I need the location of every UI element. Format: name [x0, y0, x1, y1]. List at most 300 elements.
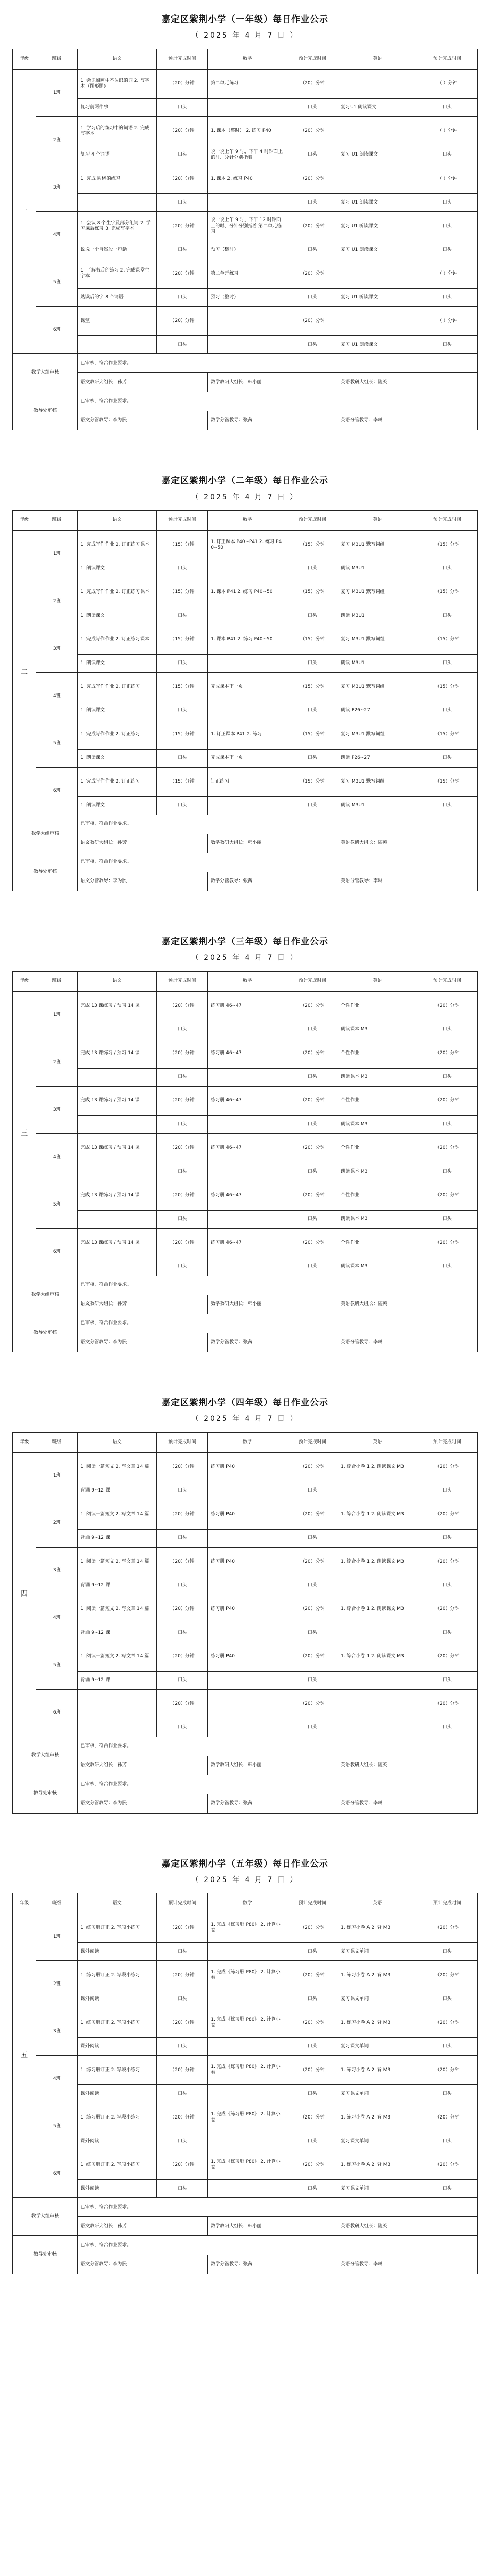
math-time: （20）分钟 [287, 1595, 338, 1624]
chinese-homework [78, 1115, 157, 1133]
table-row [13, 1500, 478, 1529]
math-homework: 练习册 46~47 [208, 1181, 287, 1210]
chinese-homework: 1. 练习册订正 2. 写段小练习 [78, 2103, 157, 2132]
column-header: 预计完成时间 [156, 1893, 207, 1913]
chinese-time: （15）分钟 [156, 578, 207, 607]
table-row [13, 655, 478, 673]
math-homework [208, 1943, 287, 1961]
math-homework [208, 2038, 287, 2056]
office-signer: 数学分管教导：张茜 [208, 2255, 338, 2274]
english-homework: 复习 U1 朗读课文 [338, 146, 417, 164]
english-homework: 朗读 M3U1 [338, 560, 417, 578]
english-time: （15）分钟 [417, 578, 477, 607]
table-row [13, 1068, 478, 1086]
english-time: （20）分钟 [417, 1228, 477, 1258]
review-signers-row [13, 2217, 478, 2236]
english-homework [338, 164, 417, 194]
section-gap [12, 430, 478, 461]
math-homework [208, 702, 287, 720]
chinese-time: 口头 [156, 1943, 207, 1961]
english-homework [338, 116, 417, 146]
sheet-title: 嘉定区紫荆小学（一年级）每日作业公示 [162, 14, 328, 25]
office-signer: 英语分管教导：李琳 [338, 1794, 478, 1813]
chinese-time: （20）分钟 [156, 1961, 207, 1990]
homework-table [12, 510, 478, 891]
class-cell: 3班 [36, 1086, 78, 1133]
math-time: 口头 [287, 1990, 338, 2008]
column-header: 预计完成时间 [417, 511, 477, 531]
english-time: 口头 [417, 1021, 477, 1039]
office-label: 教导处审核 [13, 2236, 78, 2274]
chinese-time: （20）分钟 [156, 1595, 207, 1624]
office-signer: 语文分管教导：李为民 [78, 411, 208, 430]
chinese-homework: 1. 完成写作作业 2. 订正练习 [78, 673, 157, 702]
math-time: （20）分钟 [287, 1913, 338, 1943]
english-time: 口头 [417, 702, 477, 720]
column-header: 预计完成时间 [417, 1893, 477, 1913]
english-time: 口头 [417, 1529, 477, 1547]
column-header: 预计完成时间 [287, 49, 338, 69]
english-homework: 复习 U1 朗读课文 [338, 241, 417, 259]
office-signer: 英语分管教导：李琳 [338, 2255, 478, 2274]
math-homework: 1. 订正课本 P40~P41 2. 练习 P40~50 [208, 531, 287, 560]
math-homework: 1. 完成《练习册 P80》 2. 计算小卷 [208, 1913, 287, 1943]
signer: 英语教研大组长：陆英 [338, 373, 478, 392]
column-header: 英语 [338, 511, 417, 531]
chinese-homework: 1. 学习后的练习中的词语 2. 完成写字本 [78, 116, 157, 146]
review-text: 已审核，符合作业要求。 [78, 2198, 478, 2217]
column-header: 英语 [338, 1432, 417, 1452]
table-row [13, 1210, 478, 1228]
math-homework: 订正练习 [208, 768, 287, 797]
class-cell: 6班 [36, 1689, 78, 1737]
math-homework [208, 1482, 287, 1500]
english-homework: 1. 练习小卷 A 2. 背 M3 [338, 1961, 417, 1990]
chinese-time: （20）分钟 [156, 1039, 207, 1068]
office-row [13, 392, 478, 411]
signer: 数学教研大组长：韩小丽 [208, 2217, 338, 2236]
table-row [13, 116, 478, 146]
chinese-time: （20）分钟 [156, 991, 207, 1021]
english-homework [338, 1624, 417, 1642]
column-header: 数学 [208, 1893, 287, 1913]
math-homework [208, 1115, 287, 1133]
class-cell: 4班 [36, 1133, 78, 1181]
math-homework: 完成课本下一页 [208, 750, 287, 768]
table-row [13, 98, 478, 116]
math-time: （15）分钟 [287, 673, 338, 702]
table-row [13, 241, 478, 259]
math-time: 口头 [287, 2132, 338, 2150]
english-homework: 1. 综合小卷 1 2. 朗读课文 M3 [338, 1642, 417, 1671]
chinese-time: 口头 [156, 2085, 207, 2103]
chinese-time: 口头 [156, 241, 207, 259]
sheet-title: 嘉定区紫荆小学（四年级）每日作业公示 [162, 1397, 328, 1408]
math-homework: 预习（整时） [208, 289, 287, 307]
review-signers-row [13, 834, 478, 853]
review-label: 教学大组审核 [13, 815, 78, 853]
chinese-homework: 1. 完成写作作业 2. 订正练习 [78, 768, 157, 797]
english-homework: 复习 U1 朗读课文 [338, 194, 417, 212]
english-time: 口头 [417, 1577, 477, 1595]
english-homework: 复习 U1 朗读课文 [338, 336, 417, 354]
math-time: 口头 [287, 241, 338, 259]
math-time: 口头 [287, 289, 338, 307]
chinese-time: （20）分钟 [156, 1547, 207, 1577]
table-row [13, 289, 478, 307]
table-row [13, 1086, 478, 1115]
english-homework: 复习课文单词 [338, 1943, 417, 1961]
signer: 数学教研大组长：韩小丽 [208, 373, 338, 392]
office-label: 教导处审核 [13, 1775, 78, 1813]
table-row [13, 1181, 478, 1210]
sheet-title: 嘉定区紫荆小学（二年级）每日作业公示 [162, 476, 328, 486]
chinese-time: 口头 [156, 1529, 207, 1547]
class-cell: 2班 [36, 1500, 78, 1547]
english-homework: 个性作业 [338, 1133, 417, 1163]
chinese-time: （20）分钟 [156, 69, 207, 98]
office-signer: 数学分管教导：张茜 [208, 411, 338, 430]
math-homework: 练习册 P40 [208, 1595, 287, 1624]
math-time: （20）分钟 [287, 2008, 338, 2038]
office-row [13, 853, 478, 872]
math-homework [208, 98, 287, 116]
office-signer: 语文分管教导：李为民 [78, 872, 208, 891]
class-cell: 2班 [36, 578, 78, 625]
chinese-time: （20）分钟 [156, 164, 207, 194]
english-time: 口头 [417, 2038, 477, 2056]
office-row [13, 2236, 478, 2255]
english-time: （20）分钟 [417, 1500, 477, 1529]
table-row [13, 2132, 478, 2150]
office-signer: 语文分管教导：李为民 [78, 2255, 208, 2274]
table-row [13, 1021, 478, 1039]
math-time: （15）分钟 [287, 625, 338, 655]
english-homework: 朗读课本 M3 [338, 1021, 417, 1039]
english-time: （20）分钟 [417, 1086, 477, 1115]
math-time: 口头 [287, 1482, 338, 1500]
chinese-time: 口头 [156, 2038, 207, 2056]
chinese-homework: 1. 阅读一篇短文 2. 写文章 14 篇 [78, 1452, 157, 1482]
math-time: 口头 [287, 797, 338, 815]
homework-table [12, 1893, 478, 2274]
math-homework [208, 2132, 287, 2150]
math-time: （20）分钟 [287, 69, 338, 98]
table-row [13, 146, 478, 164]
chinese-time: （20）分钟 [156, 1689, 207, 1719]
math-time: （20）分钟 [287, 1133, 338, 1163]
chinese-time: （15）分钟 [156, 720, 207, 750]
english-homework: 复习课文单词 [338, 2038, 417, 2056]
signer: 语文教研大组长：孙芳 [78, 834, 208, 853]
chinese-time: 口头 [156, 194, 207, 212]
column-header: 年级 [13, 1893, 36, 1913]
english-time: （20）分钟 [417, 1181, 477, 1210]
chinese-homework [78, 1258, 157, 1276]
chinese-time: （20）分钟 [156, 212, 207, 241]
class-cell: 5班 [36, 259, 78, 307]
table-row [13, 1961, 478, 1990]
chinese-homework [78, 194, 157, 212]
class-cell: 3班 [36, 2008, 78, 2056]
math-time: （20）分钟 [287, 1500, 338, 1529]
homework-table [12, 1432, 478, 1814]
chinese-homework: 1. 练习册订正 2. 写段小练习 [78, 2008, 157, 2038]
table-row [13, 1529, 478, 1547]
math-homework [208, 1068, 287, 1086]
math-time: 口头 [287, 1021, 338, 1039]
class-cell: 1班 [36, 69, 78, 116]
math-homework: 1. 完成《练习册 P80》 2. 计算小卷 [208, 2103, 287, 2132]
chinese-homework: 背诵 9~12 课 [78, 1577, 157, 1595]
column-header: 班级 [36, 49, 78, 69]
english-homework: 朗读课本 M3 [338, 1258, 417, 1276]
english-homework: 个性作业 [338, 1039, 417, 1068]
english-homework: 复习 U1 听读课文 [338, 212, 417, 241]
english-time: 口头 [417, 1990, 477, 2008]
office-signers-row [13, 1794, 478, 1813]
math-time: 口头 [287, 2038, 338, 2056]
chinese-homework: 熟读后的字 8 个词语 [78, 289, 157, 307]
grade-cell: 三 [13, 991, 36, 1276]
chinese-time: （20）分钟 [156, 1086, 207, 1115]
english-time: （15）分钟 [417, 720, 477, 750]
chinese-homework: 背诵 9~12 课 [78, 1671, 157, 1689]
chinese-time: （20）分钟 [156, 1133, 207, 1163]
math-time: 口头 [287, 655, 338, 673]
math-time: 口头 [287, 1719, 338, 1737]
chinese-homework: 完成 13 课练习 / 预习 14 课 [78, 1228, 157, 1258]
english-homework: 复习 M3U1 默写词组 [338, 768, 417, 797]
table-row [13, 720, 478, 750]
signer: 数学教研大组长：韩小丽 [208, 1295, 338, 1314]
review-signers-row [13, 1756, 478, 1775]
math-homework: 1. 课本 P41 2. 练习 P40~50 [208, 625, 287, 655]
section-gap [12, 891, 478, 922]
table-row [13, 1624, 478, 1642]
column-header: 预计完成时间 [417, 971, 477, 991]
math-homework [208, 307, 287, 336]
math-time: （20）分钟 [287, 1452, 338, 1482]
math-homework: 1. 完成《练习册 P80》 2. 计算小卷 [208, 2056, 287, 2085]
english-homework [338, 69, 417, 98]
chinese-time: 口头 [156, 98, 207, 116]
chinese-homework [78, 1021, 157, 1039]
english-homework [338, 1482, 417, 1500]
table-row [13, 1482, 478, 1500]
english-homework: 复习 M3U1 默写词组 [338, 578, 417, 607]
table-row [13, 1689, 478, 1719]
chinese-homework: 复习前两件事 [78, 98, 157, 116]
column-header: 预计完成时间 [156, 1432, 207, 1452]
class-cell: 2班 [36, 1039, 78, 1086]
math-time: （20）分钟 [287, 1961, 338, 1990]
english-time: 口头 [417, 750, 477, 768]
english-homework: 1. 练习小卷 A 2. 背 M3 [338, 2103, 417, 2132]
grade-sheet [0, 461, 490, 922]
math-homework: 练习册 P40 [208, 1500, 287, 1529]
chinese-time: （20）分钟 [156, 2008, 207, 2038]
chinese-homework: 课外阅读 [78, 1943, 157, 1961]
english-homework: 1. 综合小卷 1 2. 朗读课文 M3 [338, 1595, 417, 1624]
signer: 英语教研大组长：陆英 [338, 834, 478, 853]
math-time: （20）分钟 [287, 116, 338, 146]
math-homework [208, 2085, 287, 2103]
column-header: 英语 [338, 971, 417, 991]
math-homework [208, 1671, 287, 1689]
sheet-date: （ 2025 年 4 月 7 日 ） [191, 31, 299, 40]
english-time: （20）分钟 [417, 2150, 477, 2180]
chinese-homework [78, 336, 157, 354]
chinese-homework: 1. 阅读一篇短文 2. 写文章 14 篇 [78, 1642, 157, 1671]
class-cell: 6班 [36, 768, 78, 815]
class-cell: 3班 [36, 625, 78, 673]
chinese-homework: 1. 朗读课文 [78, 655, 157, 673]
english-time: （15）分钟 [417, 625, 477, 655]
review-text: 已审核，符合作业要求。 [78, 1737, 478, 1756]
chinese-homework: 1. 阅读一篇短文 2. 写文章 14 篇 [78, 1500, 157, 1529]
english-time: （20）分钟 [417, 2056, 477, 2085]
chinese-time: 口头 [156, 289, 207, 307]
grade-sheet [0, 922, 490, 1383]
chinese-homework: 1. 朗读课文 [78, 607, 157, 625]
english-time: （20）分钟 [417, 1547, 477, 1577]
english-time: （20）分钟 [417, 1133, 477, 1163]
english-homework [338, 259, 417, 289]
math-time: 口头 [287, 1163, 338, 1181]
review-signers-row [13, 373, 478, 392]
sheet-date: （ 2025 年 4 月 7 日 ） [191, 1415, 299, 1423]
english-homework: 1. 练习小卷 A 2. 背 M3 [338, 1913, 417, 1943]
english-homework [338, 1719, 417, 1737]
chinese-time: （20）分钟 [156, 2056, 207, 2085]
review-signers-row [13, 1295, 478, 1314]
table-row [13, 1913, 478, 1943]
math-homework [208, 1719, 287, 1737]
english-time: 口头 [417, 1258, 477, 1276]
table-row [13, 259, 478, 289]
math-time: 口头 [287, 1624, 338, 1642]
review-text: 已审核，符合作业要求。 [78, 354, 478, 373]
review-row [13, 1276, 478, 1295]
chinese-homework: 完成 13 课练习 / 预习 14 课 [78, 1181, 157, 1210]
chinese-time: 口头 [156, 1577, 207, 1595]
chinese-time: 口头 [156, 1624, 207, 1642]
table-header-row [13, 1893, 478, 1913]
table-row [13, 2008, 478, 2038]
english-homework: 朗读 M3U1 [338, 655, 417, 673]
math-homework: 练习册 P40 [208, 1547, 287, 1577]
english-time: （ ）分钟 [417, 69, 477, 98]
english-time: 口头 [417, 1624, 477, 1642]
table-row [13, 531, 478, 560]
math-time: （20）分钟 [287, 1228, 338, 1258]
english-homework: 复习课文单词 [338, 2132, 417, 2150]
math-homework [208, 1689, 287, 1719]
chinese-homework: 课外阅读 [78, 2180, 157, 2198]
table-header-row [13, 1432, 478, 1452]
chinese-homework: 课外阅读 [78, 2132, 157, 2150]
math-time: （15）分钟 [287, 720, 338, 750]
table-row [13, 164, 478, 194]
math-time: 口头 [287, 1210, 338, 1228]
signer: 语文教研大组长：孙芳 [78, 1756, 208, 1775]
english-time: 口头 [417, 1943, 477, 1961]
english-homework: 复习 M3U1 默写词组 [338, 720, 417, 750]
math-time: 口头 [287, 1529, 338, 1547]
table-row [13, 2038, 478, 2056]
column-header: 年级 [13, 1432, 36, 1452]
chinese-homework: 1. 完成写作作业 2. 订正练习课本 [78, 625, 157, 655]
column-header: 数学 [208, 971, 287, 991]
math-homework [208, 1624, 287, 1642]
english-time: 口头 [417, 289, 477, 307]
math-homework: 练习册 46~47 [208, 1039, 287, 1068]
chinese-homework: 完成 13 课练习 / 预习 14 课 [78, 991, 157, 1021]
english-homework: 复习课文单词 [338, 1990, 417, 2008]
table-row [13, 69, 478, 98]
math-time: 口头 [287, 336, 338, 354]
office-signers-row [13, 2255, 478, 2274]
english-homework [338, 1689, 417, 1719]
chinese-homework: 1. 朗读课文 [78, 560, 157, 578]
english-time: 口头 [417, 2132, 477, 2150]
english-time: （ ）分钟 [417, 164, 477, 194]
table-row [13, 1133, 478, 1163]
chinese-time: （15）分钟 [156, 625, 207, 655]
english-time: （15）分钟 [417, 531, 477, 560]
office-text: 已审核，符合作业要求。 [78, 2236, 478, 2255]
class-cell: 5班 [36, 720, 78, 768]
column-header: 语文 [78, 1432, 157, 1452]
signer: 语文教研大组长：孙芳 [78, 1295, 208, 1314]
chinese-time: 口头 [156, 146, 207, 164]
office-signer: 语文分管教导：李为民 [78, 1333, 208, 1352]
math-time: （15）分钟 [287, 768, 338, 797]
math-time: （20）分钟 [287, 2150, 338, 2180]
chinese-time: 口头 [156, 560, 207, 578]
math-homework [208, 655, 287, 673]
english-homework [338, 1577, 417, 1595]
english-time: 口头 [417, 797, 477, 815]
english-time: 口头 [417, 655, 477, 673]
chinese-time: 口头 [156, 2180, 207, 2198]
math-time: 口头 [287, 2085, 338, 2103]
signer: 英语教研大组长：陆英 [338, 1756, 478, 1775]
math-time: （20）分钟 [287, 991, 338, 1021]
column-header: 班级 [36, 1893, 78, 1913]
math-time: （20）分钟 [287, 2103, 338, 2132]
math-homework [208, 2180, 287, 2198]
english-homework: 复习 U1 听读课文 [338, 289, 417, 307]
english-homework: 朗读 P26~27 [338, 702, 417, 720]
math-time: 口头 [287, 702, 338, 720]
chinese-time: 口头 [156, 1068, 207, 1086]
column-header: 英语 [338, 1893, 417, 1913]
sheet-date: （ 2025 年 4 月 7 日 ） [191, 493, 299, 501]
english-time: （20）分钟 [417, 1689, 477, 1719]
column-header: 语文 [78, 971, 157, 991]
math-homework: 练习册 46~47 [208, 1086, 287, 1115]
chinese-homework [78, 1719, 157, 1737]
math-homework: 1. 完成《练习册 P80》 2. 计算小卷 [208, 1961, 287, 1990]
review-row [13, 815, 478, 834]
math-homework [208, 1258, 287, 1276]
english-homework: 朗读 P26~27 [338, 750, 417, 768]
chinese-homework: 课外阅读 [78, 2085, 157, 2103]
english-time: （15）分钟 [417, 673, 477, 702]
english-time: 口头 [417, 2180, 477, 2198]
